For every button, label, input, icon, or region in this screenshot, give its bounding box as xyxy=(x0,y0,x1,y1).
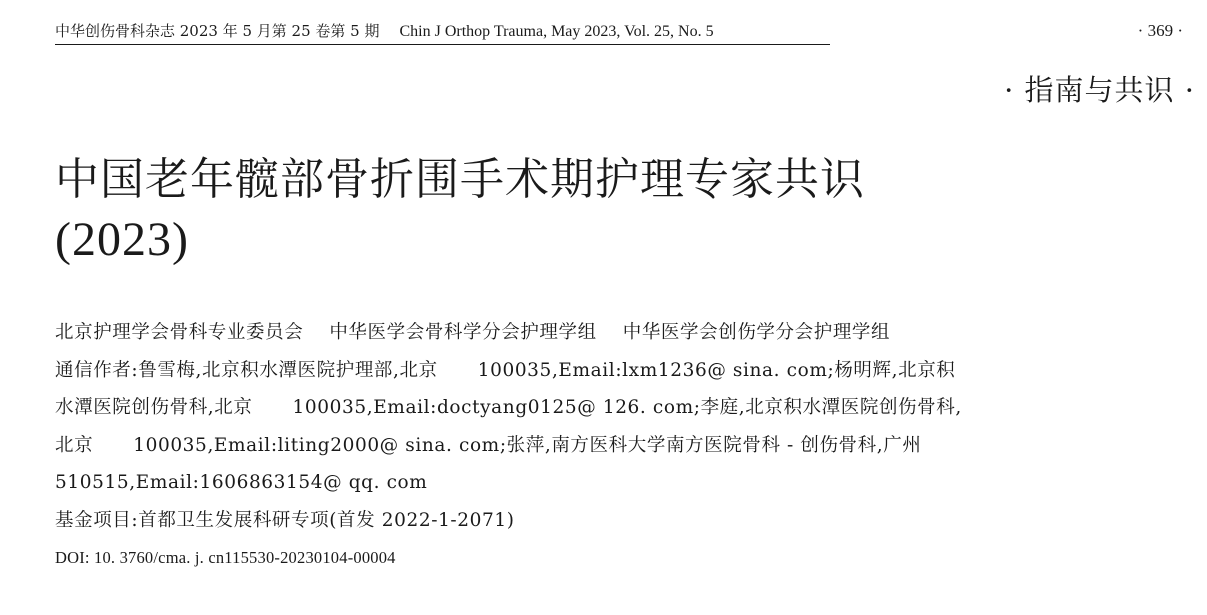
email-text: ,Email:lxm1236@ sina. com; xyxy=(551,359,835,381)
affiliation: 中华医学会骨科学分会护理学组 xyxy=(329,322,597,343)
postcode: 100035 xyxy=(292,397,367,418)
article-title xyxy=(55,150,955,270)
article-title-year: (2023) xyxy=(55,213,189,266)
doi: DOI: 10. 3760/cma. j. cn115530-20230104-00004 xyxy=(55,548,396,567)
page-number: · 369 · xyxy=(1137,21,1183,40)
correspondence-entry: 通信作者:鲁雪梅,北京积水潭医院护理部,北京 100035,Email:lxm1236@ sina. com; xyxy=(55,359,835,381)
journal-issue-en: Chin J Orthop Trauma, May 2023, Vol. 25, No. 5 xyxy=(399,23,714,40)
postcode: 510515 xyxy=(55,472,130,493)
affiliation: 中华医学会创伤学分会护理学组 xyxy=(622,322,891,343)
affiliations xyxy=(55,314,965,352)
journal-issue-cn: 中华创伤骨科杂志 2023 年 5 月第 25 卷第 5 期 xyxy=(55,22,380,40)
correspondence-entry: 杨明辉,北京积水潭医院创伤骨科,北京 100035,Email:doctyang0125@ 126. com; xyxy=(55,359,956,418)
postcode: 100035 xyxy=(477,359,552,381)
correspondence xyxy=(55,352,965,502)
article-title-main: 中国老年髋部骨折围手术期护理专家共识 xyxy=(55,154,865,205)
email-text: ,Email:1606863154@ qq. com xyxy=(129,472,428,493)
correspondence-entry: 张萍,南方医科大学南方医院骨科 - 创伤骨科,广州510515,Email:1606863154@ qq. com xyxy=(55,434,922,493)
correspondence-entry: 李庭,北京积水潭医院创伤骨科,北京 100035,Email:liting2000@ sina. com; xyxy=(55,397,962,456)
email-text: ,Email:doctyang0125@ 126. com; xyxy=(366,397,701,418)
running-header xyxy=(55,18,830,45)
email-text: ,Email:liting2000@ sina. com; xyxy=(207,434,507,456)
funding: 基金项目:首都卫生发展科研专项(首发 2022-1-2071) xyxy=(55,509,515,531)
postcode: 100035 xyxy=(133,434,208,456)
byline xyxy=(55,314,965,577)
affiliation: 北京护理学会骨科专业委员会 xyxy=(55,322,304,343)
column-tag: · 指南与共识 · xyxy=(1004,73,1195,107)
